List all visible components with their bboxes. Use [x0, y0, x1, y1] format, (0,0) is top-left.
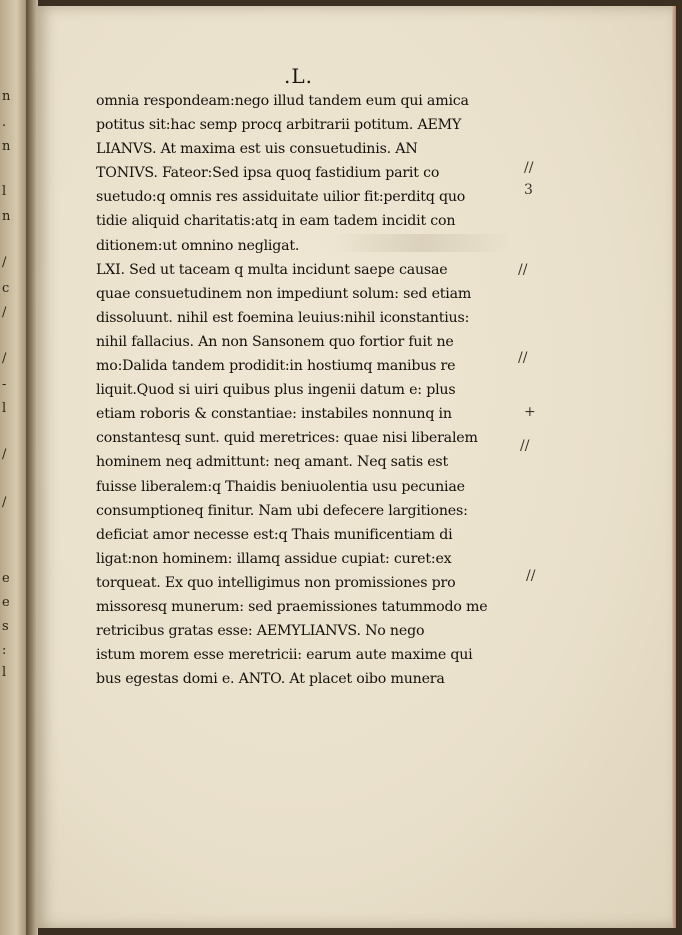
text-line: ligat:non hominem: illamq assidue cupiat: curet:ex	[96, 550, 452, 567]
text-line: torqueat. Ex quo intelligimus non promissiones pro	[96, 574, 456, 591]
facing-letter: /	[2, 495, 7, 510]
facing-letter: /	[2, 351, 7, 366]
facing-letter: n	[2, 89, 11, 104]
text-line: mo:Dalida tandem prodidit:in hostiumq manibus re	[96, 358, 456, 375]
text-line: LIANVS. At maxima est uis consuetudinis. AN	[96, 141, 418, 158]
facing-letter: n	[2, 139, 11, 154]
facing-letter: /	[2, 447, 7, 462]
facing-letter: l	[2, 665, 7, 680]
text-line: missoresq munerum: sed praemissiones tatummodo me	[96, 598, 488, 615]
margin-mark: //	[526, 568, 536, 584]
margin-mark: //	[518, 350, 528, 366]
text-line: fuisse liberalem:q Thaidis beniuolentia usu pecuniae	[96, 478, 465, 495]
facing-letter: :	[2, 643, 7, 658]
facing-letter: c	[2, 281, 10, 296]
facing-letter: -	[2, 377, 7, 392]
facing-letter: e	[2, 571, 10, 586]
text-line: suetudo:q omnis res assiduitate uilior fit:perditq quo	[96, 189, 466, 206]
text-line: istum morem esse meretricii: earum aute maxime qui	[96, 647, 473, 664]
text-line: dissoluunt. nihil est foemina leuius:nihil iconstantius:	[96, 309, 470, 326]
facing-letter: s	[2, 619, 9, 634]
text-line: ditionem:ut omnino negligat.	[96, 237, 300, 254]
facing-letter: e	[2, 595, 10, 610]
text-line: retricibus gratas esse: AEMYLIANVS. No nego	[96, 623, 425, 640]
text-line: tidie aliquid charitatis:atq in eam tadem incidit con	[96, 213, 456, 230]
text-line: etiam roboris & constantiae: instabiles nonnunq in	[96, 406, 452, 423]
margin-mark: +	[524, 404, 536, 420]
text-line: bus egestas domi e. ANTO. At placet oibo munera	[96, 671, 445, 688]
facing-letter: n	[2, 209, 11, 224]
text-line: TONIVS. Fateor:Sed ipsa quoq fastidium parit co	[96, 165, 440, 182]
margin-mark: //	[524, 160, 534, 176]
text-block	[96, 89, 516, 691]
text-line: deficiat amor necesse est:q Thais munificentiam di	[96, 526, 453, 543]
text-line: constantesq sunt. quid meretrices: quae nisi liberalem	[96, 430, 478, 447]
margin-mark: //	[520, 438, 530, 454]
facing-letter: l	[2, 184, 7, 199]
margin-mark: 3	[524, 182, 533, 198]
margin-mark: //	[518, 262, 528, 278]
book-page	[36, 6, 672, 928]
text-line: hominem neq admittunt: neq amant. Neq satis est	[96, 454, 448, 471]
page-edge	[672, 6, 676, 928]
facing-letter: l	[2, 401, 7, 416]
text-line: omnia respondeam:nego illud tandem eum qui amica	[96, 93, 469, 109]
text-line: quae consuetudinem non impediunt solum: sed etiam	[96, 285, 472, 302]
facing-letter: /	[2, 305, 7, 320]
text-line: liquit.Quod si uiri quibus plus ingenii datum e: plus	[96, 382, 456, 399]
facing-letter: .	[2, 115, 7, 130]
text-line: consumptioneq finitur. Nam ubi defecere largitiones:	[96, 502, 468, 519]
text-line: nihil fallacius. An non Sansonem quo fortior fuit ne	[96, 333, 454, 350]
text-line: LXI. Sed ut taceam q multa incidunt saepe causae	[96, 261, 448, 278]
folio-header: .L.	[284, 64, 313, 88]
text-line: potitus sit:hac semp procq arbitrarii potitum. AEMY	[96, 117, 462, 134]
facing-letter: /	[2, 255, 7, 270]
